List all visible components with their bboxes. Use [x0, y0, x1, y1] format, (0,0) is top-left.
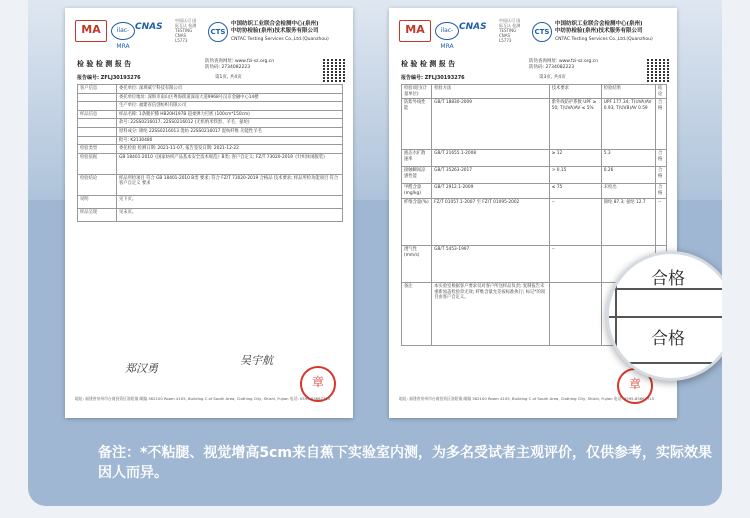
cell-result: 锦纶 87.3; 氨纶 12.7 — [601, 199, 655, 246]
report-title: 检 验 检 测 报 告 — [77, 60, 132, 68]
row-label — [78, 136, 117, 145]
disclaimer-note: 备注：*不粘腿、视觉增高5cm来自蕉下实验室内测，为多名受试者主观评价，仅供参考，实际效果因人而异。 — [98, 445, 712, 481]
table-row — [402, 150, 667, 167]
lab-name-en: CNTAC Testing Services Co.,Ltd.(Quanzhou) — [231, 37, 329, 42]
ilac-logo: ilac-MRA — [111, 22, 135, 40]
column-header: 检验项目(计量单位) — [402, 85, 432, 99]
lab-name-cn-line1: 中国纺织工业联合会检测中心(泉州) — [555, 21, 643, 27]
cma-logo: MA — [399, 20, 431, 42]
cell-item: 液态水扩散速率 — [402, 150, 432, 167]
report-number: 报告编号: ZFLJ30193276 — [401, 75, 465, 81]
ilac-logo: ilac-MRA — [435, 22, 459, 40]
cell-req — [549, 283, 601, 346]
table-row — [78, 102, 343, 111]
table-row — [78, 119, 343, 128]
stamp-label: 章 — [628, 377, 641, 391]
report-info-table — [77, 84, 343, 222]
lab-name-cn — [231, 21, 351, 35]
cell-item: 纤维含量(%) — [402, 199, 432, 246]
cell-verdict: -- — [655, 199, 666, 246]
column-header: 检验结果 — [601, 85, 655, 99]
cell-req: -- — [549, 199, 601, 246]
lab-name-cn-line2: 中纺协检验(泉州)技术服务有限公司 — [231, 28, 319, 34]
cell-req: -- — [549, 246, 601, 283]
background-panel — [28, 0, 722, 506]
row-label — [78, 127, 117, 136]
cntac-logo: CTS — [532, 22, 552, 42]
cell-result: 5.3 — [601, 150, 655, 167]
row-content: 原料成分: 锦纶 22SS0216013 混纺 22SS0216017 混纺纤维 功能性羊毛 — [117, 127, 343, 136]
row-content: 委托检验 检测日期: 2021-11-07, 报告签发日期: 2021-12-22 — [117, 145, 343, 154]
cell-verdict: 合格 — [655, 99, 666, 150]
verification-url: 防伪查询网址: www.fzi-sz.org.cn — [205, 59, 275, 64]
zoom-verdict-2: 合格 — [651, 329, 685, 349]
table-row — [78, 145, 343, 154]
stamp-label: 章 — [311, 375, 324, 389]
table-row — [78, 195, 343, 208]
zoom-grid-line — [609, 362, 722, 364]
table-row — [78, 174, 343, 195]
cell-method: GB/T 35263-2017 — [432, 167, 550, 184]
report-header — [389, 8, 677, 62]
cell-method: 本实验室根据客户要求仅对客户所送样品负责; 复制报告未重新加盖检验章无效; 纤维含量允差按标准执行; 标记*的项目由客户自定义。 — [432, 283, 550, 346]
cell-result: 0.26 — [601, 167, 655, 184]
row-label — [78, 119, 117, 128]
cma-logo: MA — [75, 20, 107, 42]
cell-item: 防紫外线性能 — [402, 99, 432, 150]
verification-url: 防伪查询网址: www.fzi-sz.org.cn — [529, 59, 599, 64]
lab-name-cn — [555, 21, 675, 35]
table-row — [78, 85, 343, 94]
cntac-logo: CTS — [208, 22, 228, 42]
cell-verdict: 合格 — [655, 184, 666, 199]
column-header: 技术要求 — [549, 85, 601, 99]
column-header: 检验方法 — [432, 85, 550, 99]
cell-item: 接触瞬间凉感性能 — [402, 167, 432, 184]
row-label: 说明 — [78, 195, 117, 208]
verification-code: 防伪码: 2734082223 — [529, 65, 575, 70]
row-label — [78, 93, 117, 102]
cell-item: 透气性(mm/s) — [402, 246, 432, 283]
cell-verdict: 合格 — [655, 167, 666, 184]
row-label: 检验类型 — [78, 145, 117, 154]
magnifier-circle — [606, 251, 722, 381]
row-label: 检验依据 — [78, 153, 117, 174]
cell-req: > 0.15 — [549, 167, 601, 184]
row-content: 样品所检项目 符合 GB 18401-2010 B类 要求; 符合 FZ/T 73020-2019 合格品 技术要求; 样品所检功能项目 符合 客户自定义 要求 — [117, 174, 343, 195]
lab-name-cn-line2: 中纺协检验(泉州)技术服务有限公司 — [555, 28, 643, 34]
row-content: GB 18401-2010《国家纺织产品基本安全技术规范》B类; 客户自定义; FZ/T 73020-2019《针织休闲服装》 — [117, 153, 343, 174]
cell-method: GB/T 18830-2009 — [432, 99, 550, 150]
row-content: 样品名称: 1条腿护膝 HB20H197B 超柔弹力打底 (100cm*150cm) — [117, 110, 343, 119]
zoom-grid-line — [609, 316, 722, 318]
cell-method: FZ/T 01057.1-2007 至 FZ/T 01095-2002 — [432, 199, 550, 246]
qr-code — [323, 58, 347, 82]
cell-result: 未检出 — [601, 184, 655, 199]
row-content: 见下页。 — [117, 195, 343, 208]
page-number: 第1页, 共4页 — [215, 75, 242, 80]
row-content: 批号: K2130480 — [117, 136, 343, 145]
row-label: 检验结论 — [78, 174, 117, 195]
table-row — [78, 136, 343, 145]
table-row — [402, 99, 667, 150]
cnas-logo: CNAS — [459, 22, 487, 32]
report-footer: 地址: 福建省泉州市台商投资区洛阳镇 邮编 362100 Room 4105, Building C of South Area, Clothing City, Shishi, Fujian 电话: 0595-83667715 — [399, 396, 655, 401]
row-content: 款号: 22SS0216017, 22SS0216012 (无机纳米铁黑、羊毛、氨纶) — [117, 119, 343, 128]
row-label: 样品信息 — [78, 110, 117, 119]
report-header — [65, 8, 353, 62]
verification-info — [529, 59, 598, 71]
lab-name-cn-line1: 中国纺织工业联合会检测中心(泉州) — [231, 21, 319, 27]
signature-approver: 郑汉勇 — [125, 362, 158, 375]
row-content: 委托单位: 深圳威宁科技有限公司 — [117, 85, 343, 94]
report-title: 检 验 检 测 报 告 — [401, 60, 456, 68]
cell-req: ≤ 75 — [549, 184, 601, 199]
table-row — [402, 167, 667, 184]
qr-code — [647, 58, 671, 82]
table-row — [78, 127, 343, 136]
table-row — [78, 208, 343, 221]
table-row — [78, 93, 343, 102]
cnas-logo: CNAS — [135, 22, 163, 32]
report-footer: 地址: 福建省泉州市台商投资区洛阳镇 邮编 362100 Room 4105, Building C of South Area, Clothing City, Shishi, Fujian 电话: 0595-83667715 — [75, 396, 331, 401]
cell-method: GB/T 21655.1-2008 — [432, 150, 550, 167]
verification-code: 防伪码: 2734082223 — [205, 65, 251, 70]
report-number: 报告编号: ZFLJ30193276 — [77, 75, 141, 81]
zoom-verdict-1: 合格 — [651, 269, 685, 289]
row-content: 委托单位地址: 深圳市南山区粤海街道深南大道9968号汉京金融中心14楼 — [117, 93, 343, 102]
signature-reviewer: 吴宇航 — [240, 354, 273, 367]
verification-info — [205, 59, 274, 71]
table-row — [78, 153, 343, 174]
cell-req: 紫外线防护系数 UPF ≥ 50; T(UVA)AV ≤ 5% — [549, 99, 601, 150]
cell-req: ≥ 12 — [549, 150, 601, 167]
row-label: 样品呈现 — [78, 208, 117, 221]
table-row — [402, 184, 667, 199]
row-content: 生产单位: 福建省信创纺织有限公司 — [117, 102, 343, 111]
cell-result: UPF 177.34; T(UVA)AV 0.93; T(UVB)AV 0.59 — [601, 99, 655, 150]
cell-method: GB/T 2912.1-2009 — [432, 184, 550, 199]
report-page-1 — [65, 8, 353, 418]
cell-method: GB/T 5453-1997 — [432, 246, 550, 283]
row-label — [78, 102, 117, 111]
page-number: 第3页, 共4页 — [539, 75, 566, 80]
row-content: 见末页。 — [117, 208, 343, 221]
accreditation-text: 中国认可 国际互认 检测 TESTING CNAS L5773 — [175, 18, 197, 43]
cell-verdict: 合格 — [655, 150, 666, 167]
row-label: 客户信息 — [78, 85, 117, 94]
column-header: 结论 — [655, 85, 666, 99]
cell-item: 备注 — [402, 283, 432, 346]
table-row — [402, 199, 667, 246]
lab-name-en: CNTAC Testing Services Co.,Ltd.(Quanzhou) — [555, 37, 653, 42]
cell-item: 甲醛含量(mg/kg) — [402, 184, 432, 199]
table-row — [78, 110, 343, 119]
accreditation-text: 中国认可 国际互认 检测 TESTING CNAS L5773 — [499, 18, 521, 43]
